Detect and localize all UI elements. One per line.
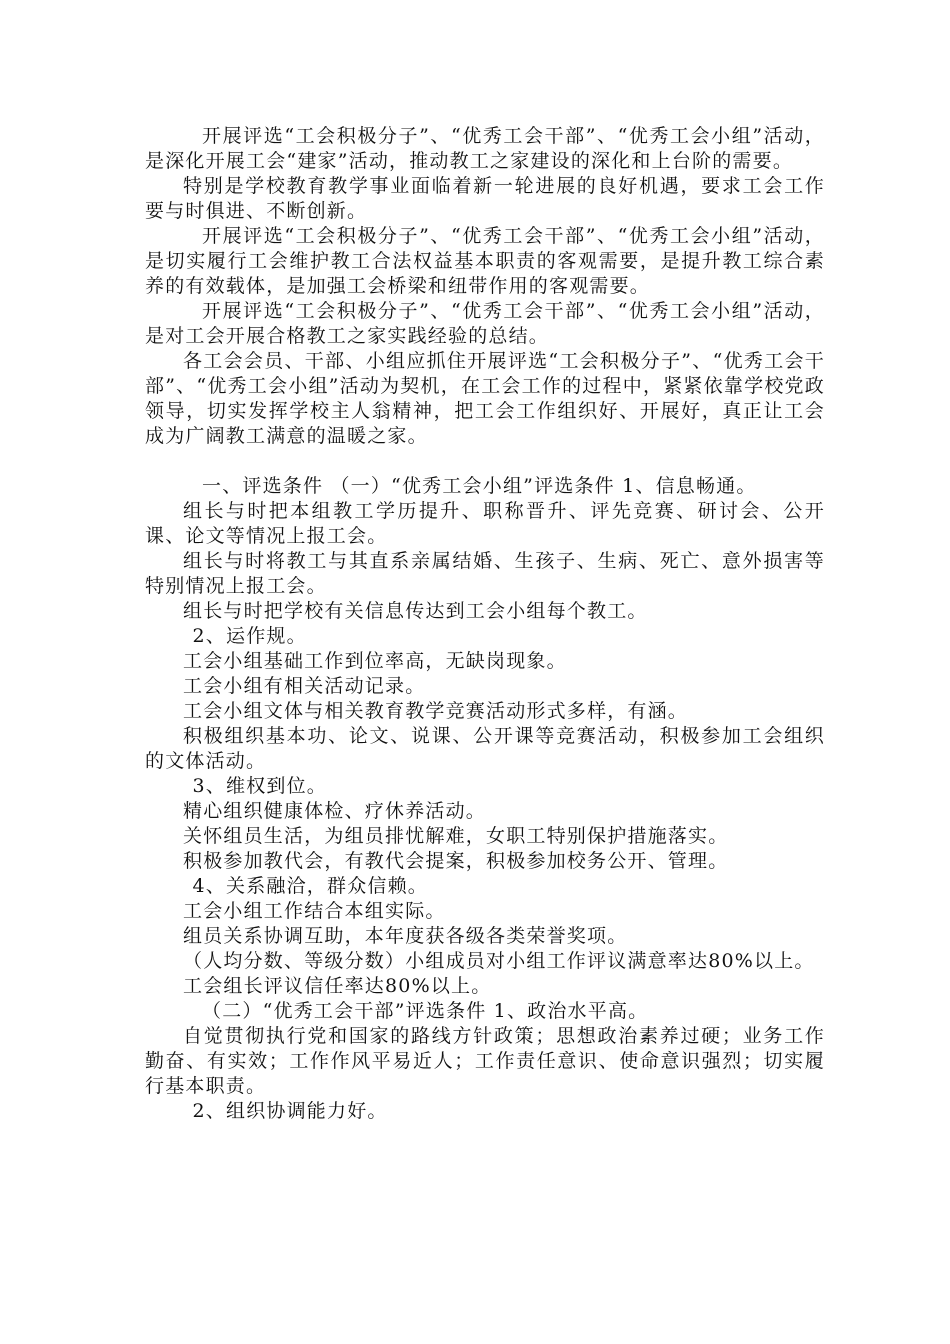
paragraph: 工会小组基础工作到位率高，无缺岗现象。	[183, 650, 567, 672]
paragraph: 积极参加教代会，有教代会提案，积极参加校务公开、管理。	[183, 850, 729, 872]
paragraph: 自觉贯彻执行党和国家的路线方针政策；思想政治素养过硬；业务工作勤奋、有实效；工作作风平易近人；工作责任意识、使命意识强烈；切实履行基本职责。	[145, 1025, 825, 1097]
paragraph: 积极组织基本功、论文、说课、公开课等竞赛活动，积极参加工会组织的文体活动。	[145, 725, 825, 772]
paragraph: （人均分数、等级分数）小组成员对小组工作评议满意率达80%以上。	[183, 950, 815, 972]
paragraph-spacer	[145, 449, 825, 474]
paragraph: 精心组织健康体检、疗休养活动。	[183, 800, 487, 822]
section-heading: （二）“优秀工会干部”评选条件 1、政治水平高。	[202, 1000, 649, 1022]
paragraph: 工会组长评议信任率达80%以上。	[183, 975, 492, 997]
subsection-heading: 2、运作规。	[192, 625, 307, 647]
section-heading: 一、评选条件 （一）“优秀工会小组”评选条件 1、信息畅通。	[202, 475, 757, 497]
paragraph: 开展评选“工会积极分子”、“优秀工会干部”、“优秀工会小组”活动，是切实履行工会维护教工合法权益基本职责的客观需要，是提升教工综合素养的有效载体，是加强工会桥梁和纽带作用的客观需要。	[145, 225, 825, 297]
paragraph: 特别是学校教育教学事业面临着新一轮进展的良好机遇，要求工会工作要与时俱进、不断创新。	[145, 175, 825, 222]
paragraph: 各工会会员、干部、小组应抓住开展评选“工会积极分子”、“优秀工会干部”、“优秀工会小组”活动为契机，在工会工作的过程中，紧紧依靠学校党政领导，切实发挥学校主人翁精神，把工会工作组织好、开展好，真正让工会成为广阔教工满意的温暖之家。	[145, 350, 825, 447]
paragraph: 组长与时把学校有关信息传达到工会小组每个教工。	[183, 600, 648, 622]
subsection-heading: 3、维权到位。	[192, 775, 327, 797]
paragraph: 关怀组员生活，为组员排忧解难，女职工特别保护措施落实。	[183, 825, 729, 847]
paragraph: 开展评选“工会积极分子”、“优秀工会干部”、“优秀工会小组”活动，是对工会开展合格教工之家实践经验的总结。	[145, 300, 825, 347]
paragraph: 工会小组文体与相关教育教学竞赛活动形式多样，有涵。	[183, 700, 689, 722]
document-body	[145, 124, 825, 1124]
subsection-heading: 4、关系融洽，群众信赖。	[192, 875, 428, 897]
paragraph: 组长与时将教工与其直系亲属结婚、生孩子、生病、死亡、意外损害等特别情况上报工会。	[145, 550, 825, 597]
paragraph: 工会小组工作结合本组实际。	[183, 900, 446, 922]
paragraph: 开展评选“工会积极分子”、“优秀工会干部”、“优秀工会小组”活动，是深化开展工会“建家”活动，推动教工之家建设的深化和上台阶的需要。	[145, 125, 825, 172]
paragraph: 组长与时把本组教工学历提升、职称晋升、评先竞赛、研讨会、公开课、论文等情况上报工会。	[145, 500, 825, 547]
paragraph: 组员关系协调互助，本年度获各级各类荣誉奖项。	[183, 925, 628, 947]
subsection-heading: 2、组织协调能力好。	[192, 1100, 388, 1122]
paragraph: 工会小组有相关活动记录。	[183, 675, 426, 697]
